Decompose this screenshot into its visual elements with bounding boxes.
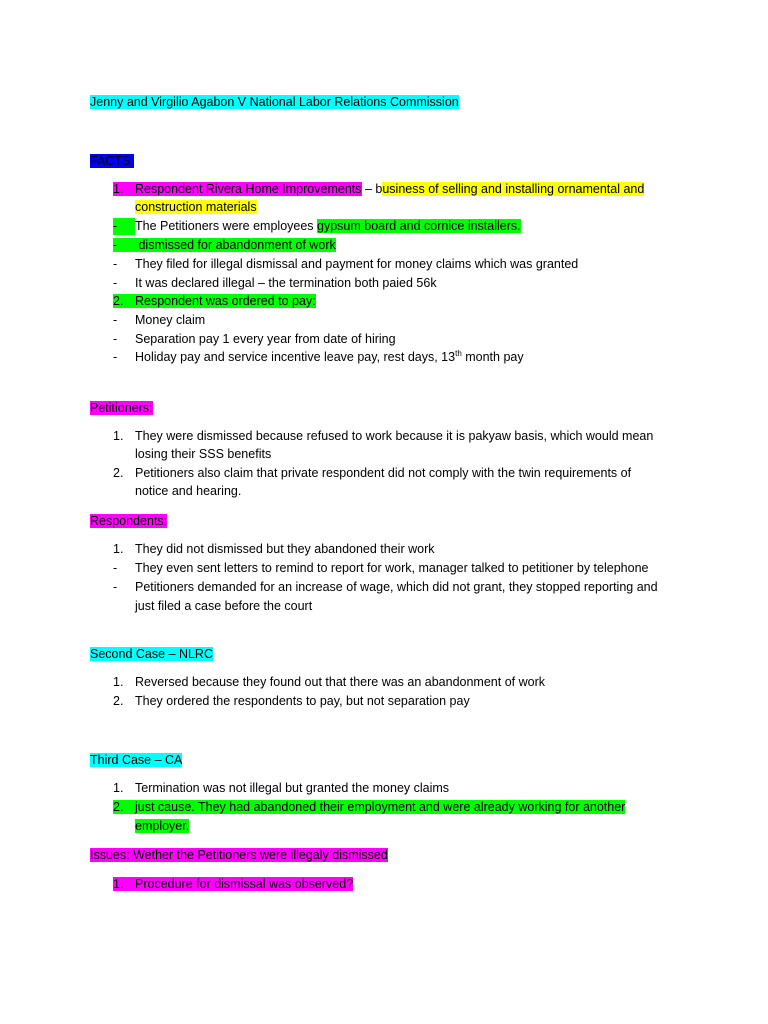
respondents-bullet-2: - Petitioners demanded for an increase of wage, which did not grant, they stopped reporting and — [113, 580, 658, 594]
respondents-item-1: 1. They did not dismissed but they abandoned their work — [113, 542, 435, 556]
third-case-item-2-cont: employer. — [135, 819, 190, 833]
facts-item-2: 2. Respondent was ordered to pay: — [113, 294, 316, 308]
facts-heading: FACTS: — [90, 154, 134, 168]
petitioners-item-2-cont: notice and hearing. — [135, 484, 242, 498]
document-title: Jenny and Virgilio Agabon V National Labor Relations Commission — [90, 95, 459, 109]
third-case-heading: Third Case – CA — [90, 753, 183, 767]
third-case-item-1: 1. Termination was not illegal but granted the money claims — [113, 781, 450, 795]
petitioners-item-1: 1. They were dismissed because refused to work because it is pakyaw basis, which would mean — [113, 429, 654, 443]
facts-bullet-1: - The Petitioners were employees gypsum board and cornice installers. — [113, 219, 521, 233]
facts-item-1-cont: construction materials — [135, 200, 257, 214]
issues-item-1: 1. Procedure for dismissal was observed? — [113, 877, 354, 891]
facts-bullet-4: - It was declared illegal – the termination both paied 56k — [113, 276, 437, 290]
facts-bullet-6: - Separation pay 1 every year from date of hiring — [113, 332, 396, 346]
petitioners-item-1-cont: losing their SSS benefits — [135, 447, 272, 461]
second-case-item-1: 1. Reversed because they found out that there was an abandonment of work — [113, 675, 545, 689]
facts-bullet-3: - They filed for illegal dismissal and payment for money claims which was granted — [113, 257, 579, 271]
facts-bullet-7: - Holiday pay and service incentive leave pay, rest days, 13th month pay — [113, 348, 524, 364]
petitioners-heading: Petitioners: — [90, 401, 153, 415]
respondents-heading: Respondents: — [90, 514, 168, 528]
facts-bullet-2: - dismissed for abandonment of work — [113, 238, 336, 252]
second-case-heading: Second Case – NLRC — [90, 647, 213, 661]
facts-bullet-5: - Money claim — [113, 313, 206, 327]
facts-item-1: 1. Respondent Rivera Home Improvements – business of selling and installing ornamental and — [113, 182, 645, 196]
respondents-bullet-1: - They even sent letters to remind to report for work, manager talked to petitioner by telephone — [113, 561, 649, 575]
third-case-item-2: 2. just cause. They had abandoned their employment and were already working for another — [113, 800, 626, 814]
respondents-bullet-2-cont: just filed a case before the court — [135, 599, 313, 613]
issues-heading: Issues: Wether the Petitioners were illegaly dismissed — [90, 848, 388, 862]
second-case-item-2: 2. They ordered the respondents to pay, but not separation pay — [113, 694, 470, 708]
petitioners-item-2: 2. Petitioners also claim that private respondent did not comply with the twin requirements of — [113, 466, 632, 480]
